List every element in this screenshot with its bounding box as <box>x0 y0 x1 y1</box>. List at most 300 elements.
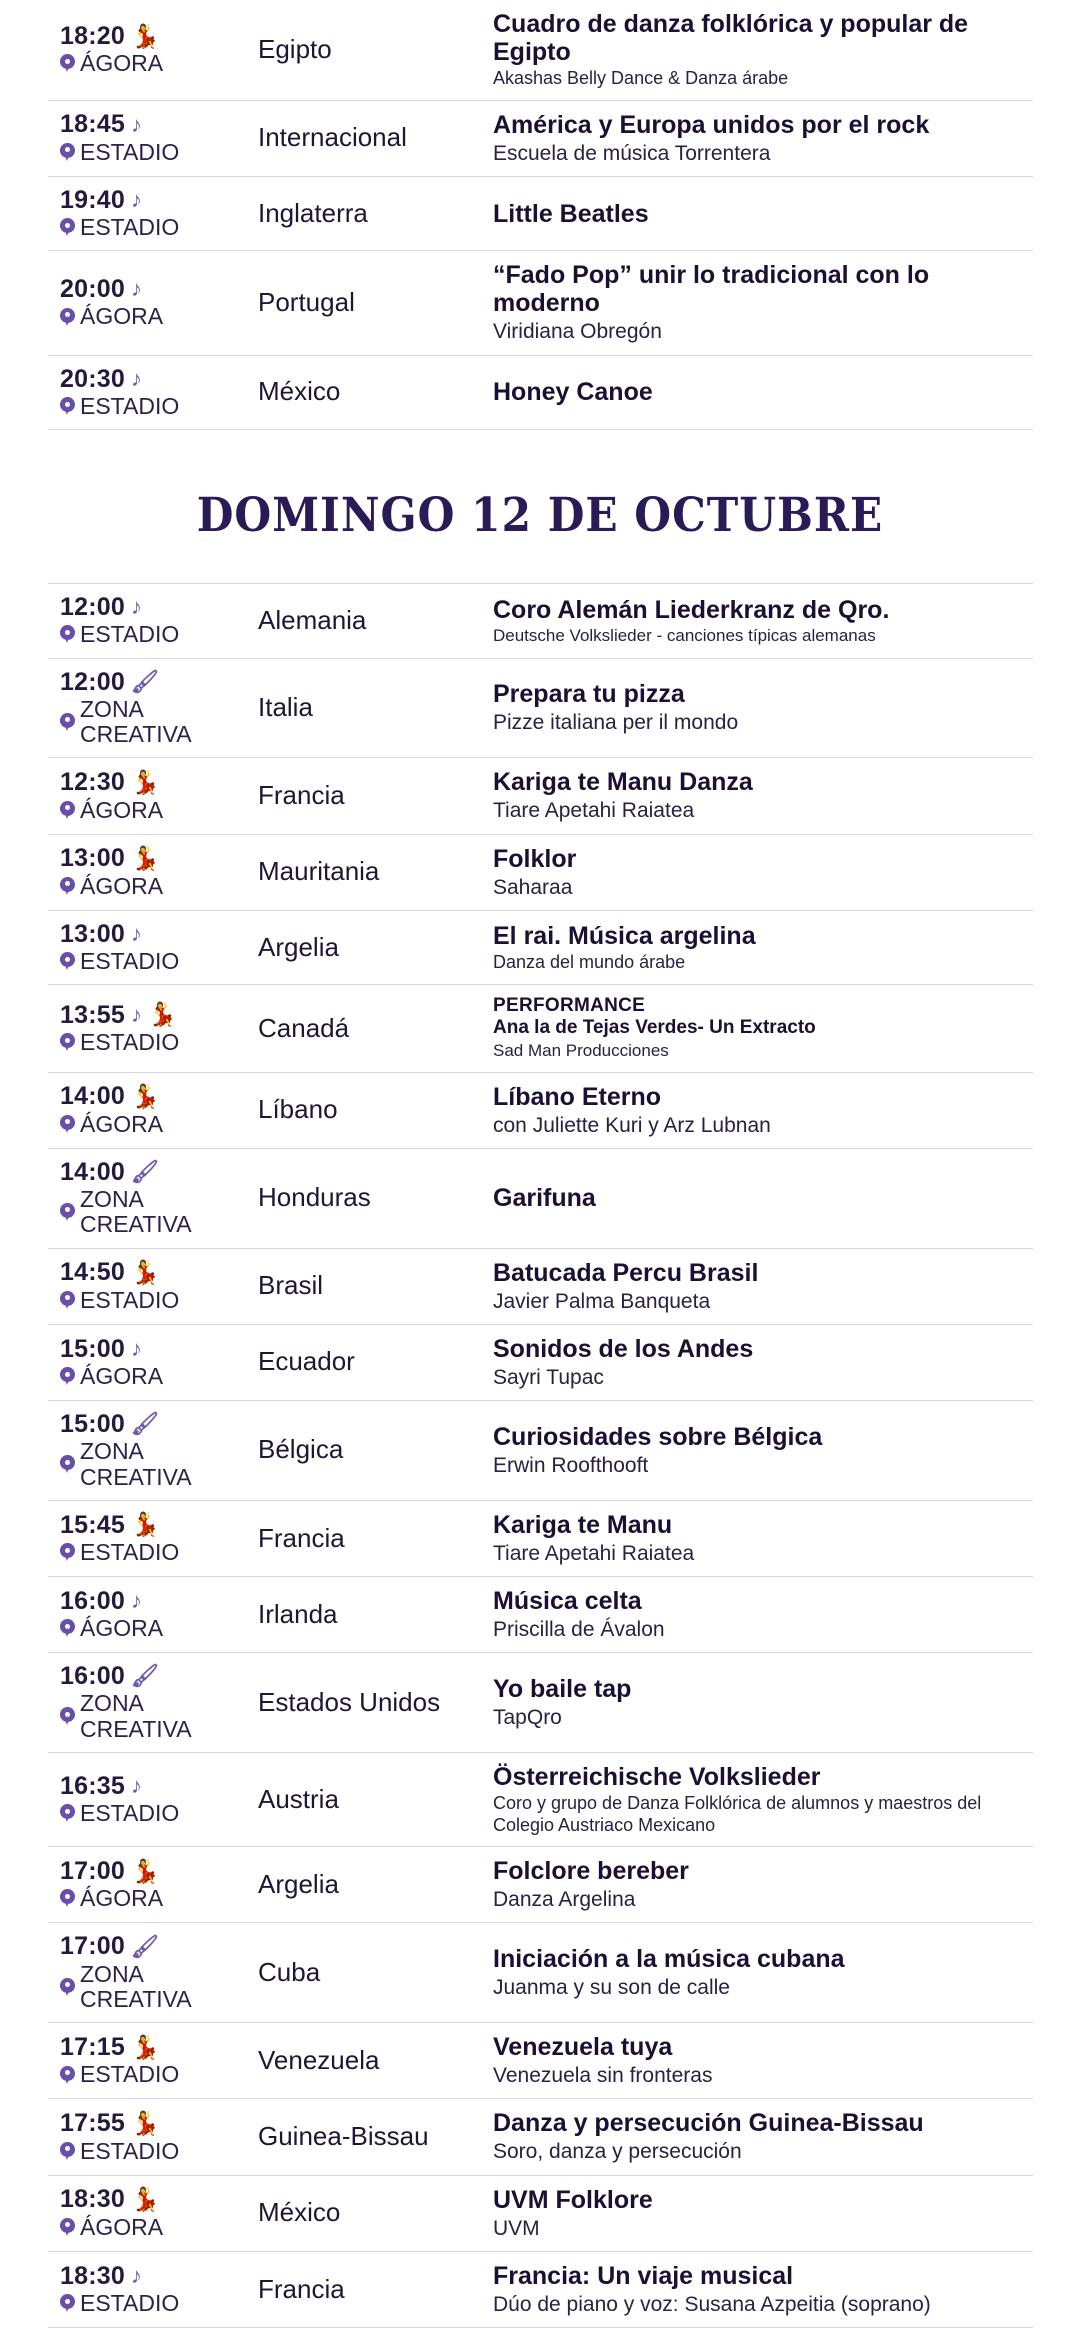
event-time-cell <box>48 2099 258 2175</box>
event-time-line <box>60 1512 258 1538</box>
event-venue-line <box>60 949 258 974</box>
event-title: Ana la de Tejas Verdes- Un Extracto <box>493 1017 816 1039</box>
event-country-cell <box>258 1072 493 1148</box>
event-time-cell <box>48 985 258 1072</box>
music-note-icon: ♪ <box>130 1335 143 1361</box>
event-subtitle: Tiare Apetahi Raiatea <box>493 1541 695 1565</box>
event-description-cell <box>493 910 1033 985</box>
table-row[interactable] <box>48 251 1033 355</box>
event-title: Sonidos de los Andes <box>493 1334 754 1363</box>
event-time-cell <box>48 584 258 659</box>
location-pin-icon <box>60 2294 75 2313</box>
event-country-cell <box>258 251 493 355</box>
event-country-cell <box>258 2099 493 2175</box>
event-description-cell <box>493 1248 1033 1324</box>
event-time-line <box>60 2034 258 2060</box>
event-time-cell <box>48 1577 258 1653</box>
event-venue-line <box>60 1540 258 1565</box>
event-time: 16:00 <box>60 1662 125 1691</box>
event-country-cell <box>258 758 493 834</box>
music-note-icon: ♪ <box>130 365 143 391</box>
event-description-cell <box>493 834 1033 910</box>
event-subtitle: Akashas Belly Dance & Danza árabe <box>493 68 789 88</box>
event-venue-line <box>60 2062 258 2087</box>
event-country-cell <box>258 1500 493 1576</box>
event-time-cell <box>48 0 258 100</box>
event-time-line <box>60 23 258 49</box>
location-pin-icon <box>60 625 75 644</box>
event-country: Mauritania <box>258 856 380 887</box>
event-time-cell <box>48 758 258 834</box>
event-time-line <box>60 111 258 137</box>
event-time: 19:40 <box>60 185 125 214</box>
event-subtitle: con Juliette Kuri y Arz Lubnan <box>493 1113 771 1137</box>
table-row[interactable] <box>48 758 1033 834</box>
event-venue-line <box>60 1691 258 1742</box>
table-row[interactable] <box>48 0 1033 100</box>
dancer-icon: 💃 <box>130 2033 160 2060</box>
event-country-cell <box>258 985 493 1072</box>
event-subtitle: Coro y grupo de Danza Folklórica de alumnos y maestros del Colegio Austriaco Mexicano <box>493 1793 982 1835</box>
event-title: Danza y persecución Guinea-Bissau <box>493 2109 924 2138</box>
event-title: UVM Folklore <box>493 2185 653 2214</box>
table-row[interactable] <box>48 1072 1033 1148</box>
event-time: 12:00 <box>60 593 125 622</box>
event-venue-line <box>60 1288 258 1313</box>
event-venue-line <box>60 2139 258 2164</box>
event-time: 18:30 <box>60 2261 125 2290</box>
music-note-icon: ♪ <box>130 920 143 946</box>
event-country-cell <box>258 910 493 985</box>
table-row[interactable] <box>48 1500 1033 1576</box>
event-country-cell <box>258 1248 493 1324</box>
event-venue: ESTADIO <box>80 392 180 419</box>
event-country: Líbano <box>258 1094 338 1125</box>
location-pin-icon <box>60 1543 75 1562</box>
event-time: 18:20 <box>60 22 125 51</box>
event-time-line <box>60 1933 258 1959</box>
event-subtitle: Javier Palma Banqueta <box>493 1289 711 1313</box>
location-pin-icon <box>60 1707 75 1726</box>
music-note-icon: ♪ <box>130 1587 143 1613</box>
event-description-cell <box>493 985 1033 1072</box>
music-note-icon: ♪ <box>130 594 143 620</box>
event-venue: ESTADIO <box>80 214 180 241</box>
event-time-cell <box>48 176 258 251</box>
event-time-cell <box>48 1324 258 1400</box>
brush-icon: 🖌 <box>130 1411 160 1437</box>
table-row[interactable] <box>48 658 1033 758</box>
table-row[interactable] <box>48 910 1033 985</box>
event-title: Kariga te Manu <box>493 1510 673 1539</box>
event-country-cell <box>258 1653 493 1753</box>
event-country-cell <box>258 2023 493 2099</box>
event-time-cell <box>48 834 258 910</box>
table-row[interactable] <box>48 834 1033 910</box>
event-title: Folclore bereber <box>493 1857 689 1886</box>
event-venue: ZONA CREATIVA <box>80 695 192 748</box>
event-time: 15:00 <box>60 1334 125 1363</box>
event-venue-line <box>60 1187 258 1238</box>
dancer-icon: 💃 <box>130 1259 160 1286</box>
location-pin-icon <box>60 1804 75 1823</box>
event-time: 18:45 <box>60 110 125 139</box>
table-row[interactable] <box>48 1653 1033 1753</box>
event-venue-line <box>60 2215 258 2240</box>
event-venue-line <box>60 1962 258 2013</box>
event-title: Coro Alemán Liederkranz de Qro. <box>493 595 890 624</box>
event-venue: ÁGORA <box>80 1362 164 1389</box>
table-row[interactable] <box>48 1324 1033 1400</box>
event-country-cell <box>258 100 493 176</box>
event-time-line <box>60 669 258 695</box>
event-venue: ÁGORA <box>80 796 164 823</box>
event-country-cell <box>258 1753 493 1847</box>
event-country: Irlanda <box>258 1598 338 1629</box>
location-pin-icon <box>60 2218 75 2237</box>
event-time-line <box>60 1858 258 1884</box>
event-description-cell <box>493 2099 1033 2175</box>
event-time-line <box>60 1663 258 1689</box>
event-description-cell <box>493 658 1033 758</box>
event-venue: ESTADIO <box>80 2137 180 2164</box>
event-time-line <box>60 845 258 871</box>
event-subtitle: Juanma y su son de calle <box>493 1976 730 2000</box>
event-venue-line <box>60 51 258 76</box>
event-time-line <box>60 2186 258 2212</box>
event-venue: ESTADIO <box>80 138 180 165</box>
event-description-cell <box>493 2023 1033 2099</box>
event-venue-line <box>60 394 258 419</box>
event-time-cell <box>48 1148 258 1248</box>
event-country: Francia <box>258 780 345 811</box>
event-venue-line <box>60 798 258 823</box>
event-description-cell <box>493 1753 1033 1847</box>
event-time-cell <box>48 100 258 176</box>
event-subtitle: Saharaa <box>493 875 573 899</box>
event-subtitle: Pizze italiana per il mondo <box>493 711 739 735</box>
event-country: México <box>258 2197 341 2228</box>
event-title: Iniciación a la música cubana <box>493 1945 845 1974</box>
event-time: 14:50 <box>60 1258 125 1287</box>
event-venue-line <box>60 697 258 748</box>
event-country-cell <box>258 1923 493 2023</box>
event-time-cell <box>48 910 258 985</box>
event-venue: ZONA CREATIVA <box>80 1960 192 2012</box>
event-subtitle: Danza del mundo árabe <box>493 951 686 972</box>
event-description-cell <box>493 1401 1033 1501</box>
event-subtitle: Escuela de música Torrentera <box>493 141 771 165</box>
table-row[interactable] <box>48 1148 1033 1248</box>
table-row[interactable] <box>48 355 1033 430</box>
schedule-table <box>48 583 1033 2328</box>
event-time: 18:30 <box>60 2185 125 2214</box>
event-country: Egipto <box>258 33 332 64</box>
event-country: Argelia <box>258 1868 339 1899</box>
event-venue-line <box>60 622 258 647</box>
event-subtitle: Soro, danza y persecución <box>493 2140 742 2164</box>
event-description-cell <box>493 1324 1033 1400</box>
location-pin-icon <box>60 308 75 327</box>
event-country: Austria <box>258 1783 339 1814</box>
event-country: Brasil <box>258 1270 324 1301</box>
event-venue-line <box>60 2291 258 2316</box>
event-time: 16:35 <box>60 1771 125 1800</box>
location-pin-icon <box>60 54 75 73</box>
table-row[interactable] <box>48 176 1033 251</box>
event-venue: ESTADIO <box>80 1800 180 1827</box>
event-time: 15:00 <box>60 1410 125 1439</box>
event-title: Batucada Percu Brasil <box>493 1258 759 1287</box>
event-time: 17:55 <box>60 2109 125 2138</box>
event-subtitle: Sayri Tupac <box>493 1365 604 1389</box>
event-time: 16:00 <box>60 1586 125 1615</box>
dancer-icon: 💃 <box>130 845 160 872</box>
event-time-cell <box>48 1923 258 2023</box>
table-row[interactable] <box>48 1577 1033 1653</box>
event-time: 12:30 <box>60 768 125 797</box>
event-title: Österreichische Volkslieder <box>493 1763 821 1792</box>
dancer-icon: 💃 <box>130 768 160 795</box>
event-title: Curiosidades sobre Bélgica <box>493 1422 823 1451</box>
event-country-cell <box>258 1148 493 1248</box>
event-country-cell <box>258 2175 493 2251</box>
event-time-line <box>60 187 258 213</box>
brush-icon: 🖌 <box>130 1663 160 1689</box>
event-time-cell <box>48 1401 258 1501</box>
location-pin-icon <box>60 1115 75 1134</box>
event-country: Ecuador <box>258 1346 355 1377</box>
brush-icon: 🖌 <box>130 1933 160 1959</box>
event-description-cell <box>493 2251 1033 2327</box>
location-pin-icon <box>60 1291 75 1310</box>
table-row[interactable] <box>48 2099 1033 2175</box>
dancer-icon: 💃 <box>130 22 160 49</box>
event-venue-line <box>60 1616 258 1641</box>
event-venue: ESTADIO <box>80 2289 180 2316</box>
event-time: 13:00 <box>60 844 125 873</box>
event-time-cell <box>48 251 258 355</box>
event-description-cell <box>493 758 1033 834</box>
event-title: Líbano Eterno <box>493 1082 662 1111</box>
music-note-icon: ♪ <box>130 111 143 137</box>
music-note-icon: ♪ <box>130 276 143 302</box>
event-country: Portugal <box>258 286 355 317</box>
table-row[interactable] <box>48 985 1033 1072</box>
event-venue-line <box>60 215 258 240</box>
event-country: Guinea-Bissau <box>258 2121 429 2152</box>
event-country-cell <box>258 1401 493 1501</box>
event-venue: ESTADIO <box>80 1538 180 1565</box>
event-subtitle: Tiare Apetahi Raiatea <box>493 799 695 823</box>
event-time: 20:30 <box>60 364 125 393</box>
brush-icon: 🖌 <box>130 668 160 694</box>
event-subtitle: TapQro <box>493 1706 562 1730</box>
event-country-cell <box>258 176 493 251</box>
event-description-cell <box>493 0 1033 100</box>
table-row[interactable] <box>48 1753 1033 1847</box>
event-country-cell <box>258 0 493 100</box>
event-time-line <box>60 1773 258 1799</box>
table-row[interactable] <box>48 2251 1033 2327</box>
event-country: Italia <box>258 692 313 723</box>
event-subtitle: Venezuela sin fronteras <box>493 2064 713 2088</box>
event-subtitle: Danza Argelina <box>493 1888 636 1912</box>
schedule-table <box>48 0 1033 430</box>
event-subtitle: Sad Man Producciones <box>493 1041 669 1061</box>
location-pin-icon <box>60 1889 75 1908</box>
location-pin-icon <box>60 1367 75 1386</box>
table-row[interactable] <box>48 1923 1033 2023</box>
event-time-line <box>60 921 258 947</box>
event-country-cell <box>258 355 493 430</box>
event-subtitle: Erwin Roofthooft <box>493 1453 649 1477</box>
event-time: 17:00 <box>60 1857 125 1886</box>
event-country: Inglaterra <box>258 197 368 228</box>
event-country-cell <box>258 1324 493 1400</box>
event-description-cell <box>493 1072 1033 1148</box>
event-time-line <box>60 1336 258 1362</box>
event-country: Alemania <box>258 604 367 635</box>
event-country: Cuba <box>258 1956 321 1987</box>
event-time-line <box>60 1588 258 1614</box>
event-title: Prepara tu pizza <box>493 680 685 709</box>
event-title: Little Beatles <box>493 199 649 228</box>
event-venue: ÁGORA <box>80 2213 164 2240</box>
table-row[interactable] <box>48 1248 1033 1324</box>
event-description-cell <box>493 2175 1033 2251</box>
event-description-cell <box>493 1577 1033 1653</box>
location-pin-icon <box>60 713 75 732</box>
event-subtitle: Priscilla de Ávalon <box>493 1618 665 1642</box>
event-time: 17:15 <box>60 2033 125 2062</box>
event-country-cell <box>258 834 493 910</box>
event-venue-line <box>60 1112 258 1137</box>
event-subtitle: Dúo de piano y voz: Susana Azpeitia (soprano) <box>493 2292 931 2316</box>
event-kicker: PERFORMANCE <box>493 995 646 1017</box>
event-venue: ESTADIO <box>80 1028 180 1055</box>
event-time: 20:00 <box>60 275 125 304</box>
event-venue-line <box>60 140 258 165</box>
event-country: Canadá <box>258 1012 350 1043</box>
event-country: Internacional <box>258 122 407 153</box>
dancer-icon: 💃 <box>130 1511 160 1538</box>
event-venue: ÁGORA <box>80 50 164 77</box>
event-venue: ESTADIO <box>80 1286 180 1313</box>
schedule-sections <box>48 0 1032 2328</box>
event-venue: ÁGORA <box>80 1885 164 1912</box>
event-venue: ZONA CREATIVA <box>80 1438 192 1490</box>
event-country-cell <box>258 1577 493 1653</box>
location-pin-icon <box>60 397 75 416</box>
brush-icon: 🖌 <box>130 1158 160 1184</box>
event-title: Música celta <box>493 1587 642 1616</box>
event-time: 15:45 <box>60 1510 125 1539</box>
event-time-cell <box>48 2023 258 2099</box>
location-pin-icon <box>60 2066 75 2085</box>
music-note-icon: ♪ <box>130 1001 143 1027</box>
event-description-cell <box>493 1653 1033 1753</box>
event-country: Francia <box>258 1522 345 1553</box>
event-country: Venezuela <box>258 2044 380 2075</box>
music-note-icon: ♪ <box>130 186 143 212</box>
event-subtitle: Deutsche Volkslieder - canciones típicas alemanas <box>493 625 876 645</box>
event-title: El rai. Música argelina <box>493 921 756 950</box>
event-venue: ESTADIO <box>80 948 180 975</box>
event-time-line <box>60 276 258 302</box>
section-heading: DOMINGO 12 DE OCTUBRE <box>196 488 884 544</box>
event-venue-line <box>60 1886 258 1911</box>
event-venue: ÁGORA <box>80 872 164 899</box>
music-note-icon: ♪ <box>130 1773 143 1799</box>
event-country: Honduras <box>258 1182 371 1213</box>
event-venue-line <box>60 1030 258 1055</box>
event-description-cell <box>493 1923 1033 2023</box>
event-country: Argelia <box>258 931 339 962</box>
event-venue: ÁGORA <box>80 303 164 330</box>
event-description-cell <box>493 1148 1033 1248</box>
event-time-cell <box>48 2251 258 2327</box>
table-row[interactable] <box>48 100 1033 176</box>
table-row[interactable] <box>48 2175 1033 2251</box>
event-country-cell <box>258 2251 493 2327</box>
event-title: Venezuela tuya <box>493 2033 673 2062</box>
dancer-icon: 💃 <box>148 1001 177 1028</box>
event-time-line <box>60 1083 258 1109</box>
event-time: 14:00 <box>60 1082 125 1111</box>
event-title: América y Europa unidos por el rock <box>493 110 930 139</box>
event-time-cell <box>48 1072 258 1148</box>
dancer-icon: 💃 <box>130 1083 160 1110</box>
event-description-cell <box>493 1500 1033 1576</box>
event-venue-line <box>60 1364 258 1389</box>
event-country: Francia <box>258 2273 345 2304</box>
event-time-line <box>60 1159 258 1185</box>
event-time-line <box>60 1002 258 1028</box>
table-row[interactable] <box>48 584 1033 659</box>
event-venue: ESTADIO <box>80 2061 180 2088</box>
event-venue-line <box>60 1439 258 1490</box>
table-row[interactable] <box>48 2023 1033 2099</box>
event-time-line <box>60 1411 258 1437</box>
location-pin-icon <box>60 801 75 820</box>
event-description-cell <box>493 355 1033 430</box>
dancer-icon: 💃 <box>130 2109 160 2136</box>
dancer-icon: 💃 <box>130 1857 160 1884</box>
event-time-line <box>60 769 258 795</box>
event-country-cell <box>258 584 493 659</box>
location-pin-icon <box>60 143 75 162</box>
event-subtitle: UVM <box>493 2216 540 2240</box>
event-country-cell <box>258 658 493 758</box>
event-description-cell <box>493 100 1033 176</box>
event-description-cell <box>493 176 1033 251</box>
event-title: Folklor <box>493 844 577 873</box>
location-pin-icon <box>60 218 75 237</box>
event-country: Bélgica <box>258 1434 344 1465</box>
dancer-icon: 💃 <box>130 2186 160 2213</box>
location-pin-icon <box>60 1203 75 1222</box>
table-row[interactable] <box>48 1401 1033 1501</box>
event-description-cell <box>493 1847 1033 1923</box>
location-pin-icon <box>60 1033 75 1052</box>
table-row[interactable] <box>48 1847 1033 1923</box>
event-time-line <box>60 366 258 392</box>
location-pin-icon <box>60 877 75 896</box>
music-note-icon: ♪ <box>130 2262 143 2288</box>
event-venue: ÁGORA <box>80 1110 164 1137</box>
event-time-cell <box>48 658 258 758</box>
